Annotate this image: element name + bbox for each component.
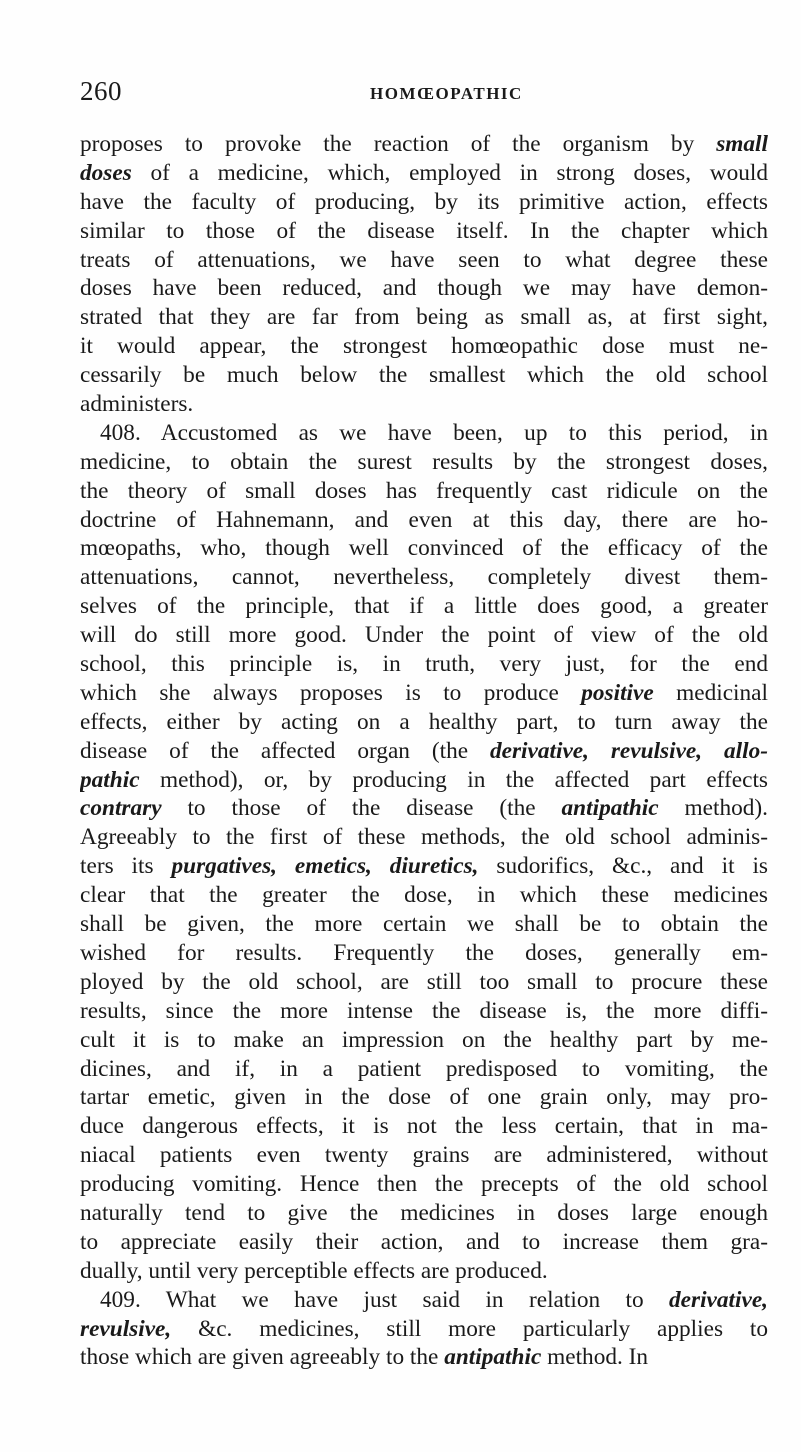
text-run: medicinal	[653, 679, 768, 706]
text-line	[80, 910, 768, 939]
text-line	[80, 1343, 768, 1372]
text-line	[80, 159, 768, 188]
text-run: dually, until very perceptible effects are produced.	[80, 1257, 548, 1284]
text-line	[80, 419, 768, 448]
text-run: wished for results. Frequently the doses, generally em-	[80, 939, 768, 966]
text-run: those which are given agreeably to the	[80, 1344, 445, 1371]
italic-text: positive	[581, 679, 654, 706]
text-run: which she always proposes is to produce	[80, 679, 582, 706]
italic-text: pathic	[80, 766, 140, 793]
text-run: have the faculty of producing, by its primitive action, effects	[80, 188, 768, 215]
text-run: the theory of small doses has frequently cast ridicule on the	[80, 477, 768, 504]
text-line	[80, 332, 768, 361]
text-run: Agreeably to the first of these methods, the old school adminis-	[80, 824, 768, 851]
text-line	[80, 679, 768, 708]
text-run: to those of the disease (the	[161, 795, 562, 822]
page-header	[80, 76, 760, 116]
text-line	[80, 1199, 768, 1228]
text-line	[80, 1170, 768, 1199]
page-number: 260	[80, 76, 122, 106]
italic-text: derivative, revulsive, allo-	[490, 737, 768, 764]
italic-text: contrary	[80, 795, 162, 822]
text-line	[80, 592, 768, 621]
italic-text: revulsive,	[80, 1315, 172, 1342]
text-line	[80, 1286, 768, 1315]
text-run: cessarily be much below the smallest which the old school	[80, 362, 768, 389]
text-line	[80, 303, 768, 332]
text-line	[80, 1257, 768, 1286]
text-run: mœopaths, who, though well convinced of the efficacy of the	[80, 535, 768, 562]
text-run: ployed by the old school, are still too small to procure these	[80, 968, 768, 995]
text-line	[80, 968, 768, 997]
text-line	[80, 650, 768, 679]
running-head: HOMŒOPATHIC	[370, 84, 523, 103]
text-line	[80, 1141, 768, 1170]
text-run: dicines, and if, in a patient predisposed to vomiting, the	[80, 1055, 768, 1082]
text-run: it would appear, the strongest homœopathic dose must ne-	[80, 333, 768, 360]
text-line	[80, 1083, 768, 1112]
italic-text: doses	[80, 159, 132, 186]
text-run: disease of the affected organ (the	[80, 737, 490, 764]
text-line	[80, 390, 768, 419]
body-text	[80, 130, 768, 1372]
text-run: school, this principle is, in truth, very just, for the end	[80, 651, 768, 678]
italic-text: derivative,	[669, 1286, 768, 1313]
text-line	[80, 506, 768, 535]
text-run: will do still more good. Under the point of view of the old	[80, 622, 768, 649]
text-line	[80, 852, 768, 881]
text-run: &c. medicines, still more particularly applies to	[171, 1315, 768, 1342]
text-run: to appreciate easily their action, and to increase them gra-	[80, 1228, 768, 1255]
text-run: medicine, to obtain the surest results by the strongest doses,	[80, 448, 768, 475]
text-line	[80, 621, 768, 650]
text-run: selves of the principle, that if a little does good, a greater	[80, 593, 768, 620]
text-run: proposes to provoke the reaction of the organism by	[80, 131, 717, 157]
text-line	[80, 1055, 768, 1084]
text-run: producing vomiting. Hence then the precepts of the old school	[80, 1171, 768, 1198]
text-run: doses have been reduced, and though we may have demon-	[80, 275, 768, 302]
text-line	[80, 361, 768, 390]
text-line	[80, 130, 768, 159]
text-run: method).	[658, 795, 768, 822]
text-run: 408. Accustomed as we have been, up to this period, in	[100, 419, 768, 446]
text-run: tartar emetic, given in the dose of one grain only, may pro-	[80, 1084, 768, 1111]
text-line	[80, 1315, 768, 1344]
text-line	[80, 563, 768, 592]
text-line	[80, 881, 768, 910]
text-line	[80, 274, 768, 303]
text-run: treats of attenuations, we have seen to what degree these	[80, 246, 768, 273]
text-run: shall be given, the more certain we shall be to obtain the	[80, 911, 768, 938]
text-run: ters its	[80, 853, 172, 880]
text-line	[80, 823, 768, 852]
text-line	[80, 246, 768, 275]
text-run: cult it is to make an impression on the healthy part by me-	[80, 1026, 768, 1053]
text-line	[80, 1026, 768, 1055]
text-run: doctrine of Hahnemann, and even at this day, there are ho-	[80, 506, 768, 533]
text-line	[80, 708, 768, 737]
text-run: method. In	[541, 1344, 649, 1371]
text-run: results, since the more intense the disease is, the more diffi-	[80, 997, 768, 1024]
text-run: duce dangerous effects, it is not the less certain, that in ma-	[80, 1113, 768, 1140]
text-line	[80, 939, 768, 968]
italic-text: small	[716, 131, 768, 157]
text-run: effects, either by acting on a healthy part, to turn away the	[80, 708, 768, 735]
text-line	[80, 1112, 768, 1141]
text-run: naturally tend to give the medicines in doses large enough	[80, 1199, 768, 1226]
text-run: clear that the greater the dose, in which these medicines	[80, 882, 768, 909]
text-run: of a medicine, which, employed in strong doses, would	[131, 159, 768, 186]
text-run: niacal patients even twenty grains are administered, without	[80, 1142, 768, 1169]
text-line	[80, 997, 768, 1026]
text-run: strated that they are far from being as small as, at first sight,	[80, 304, 768, 331]
text-line	[80, 766, 768, 795]
text-line	[80, 188, 768, 217]
text-line	[80, 1228, 768, 1257]
text-run: administers.	[80, 391, 194, 418]
text-run: similar to those of the disease itself. In the chapter which	[80, 217, 768, 244]
text-line	[80, 534, 768, 563]
text-line	[80, 737, 768, 766]
text-line	[80, 477, 768, 506]
italic-text: antipathic	[444, 1344, 542, 1371]
text-run: 409. What we have just said in relation to	[100, 1286, 670, 1313]
text-run: method), or, by producing in the affected part effects	[139, 766, 768, 793]
text-line	[80, 217, 768, 246]
text-line	[80, 794, 768, 823]
italic-text: antipathic	[561, 795, 659, 822]
text-run: attenuations, cannot, nevertheless, completely divest them-	[80, 564, 768, 591]
text-line	[80, 448, 768, 477]
text-run: sudorifics, &c., and it is	[478, 853, 768, 880]
italic-text: purgatives, emetics, diuretics,	[171, 853, 479, 880]
